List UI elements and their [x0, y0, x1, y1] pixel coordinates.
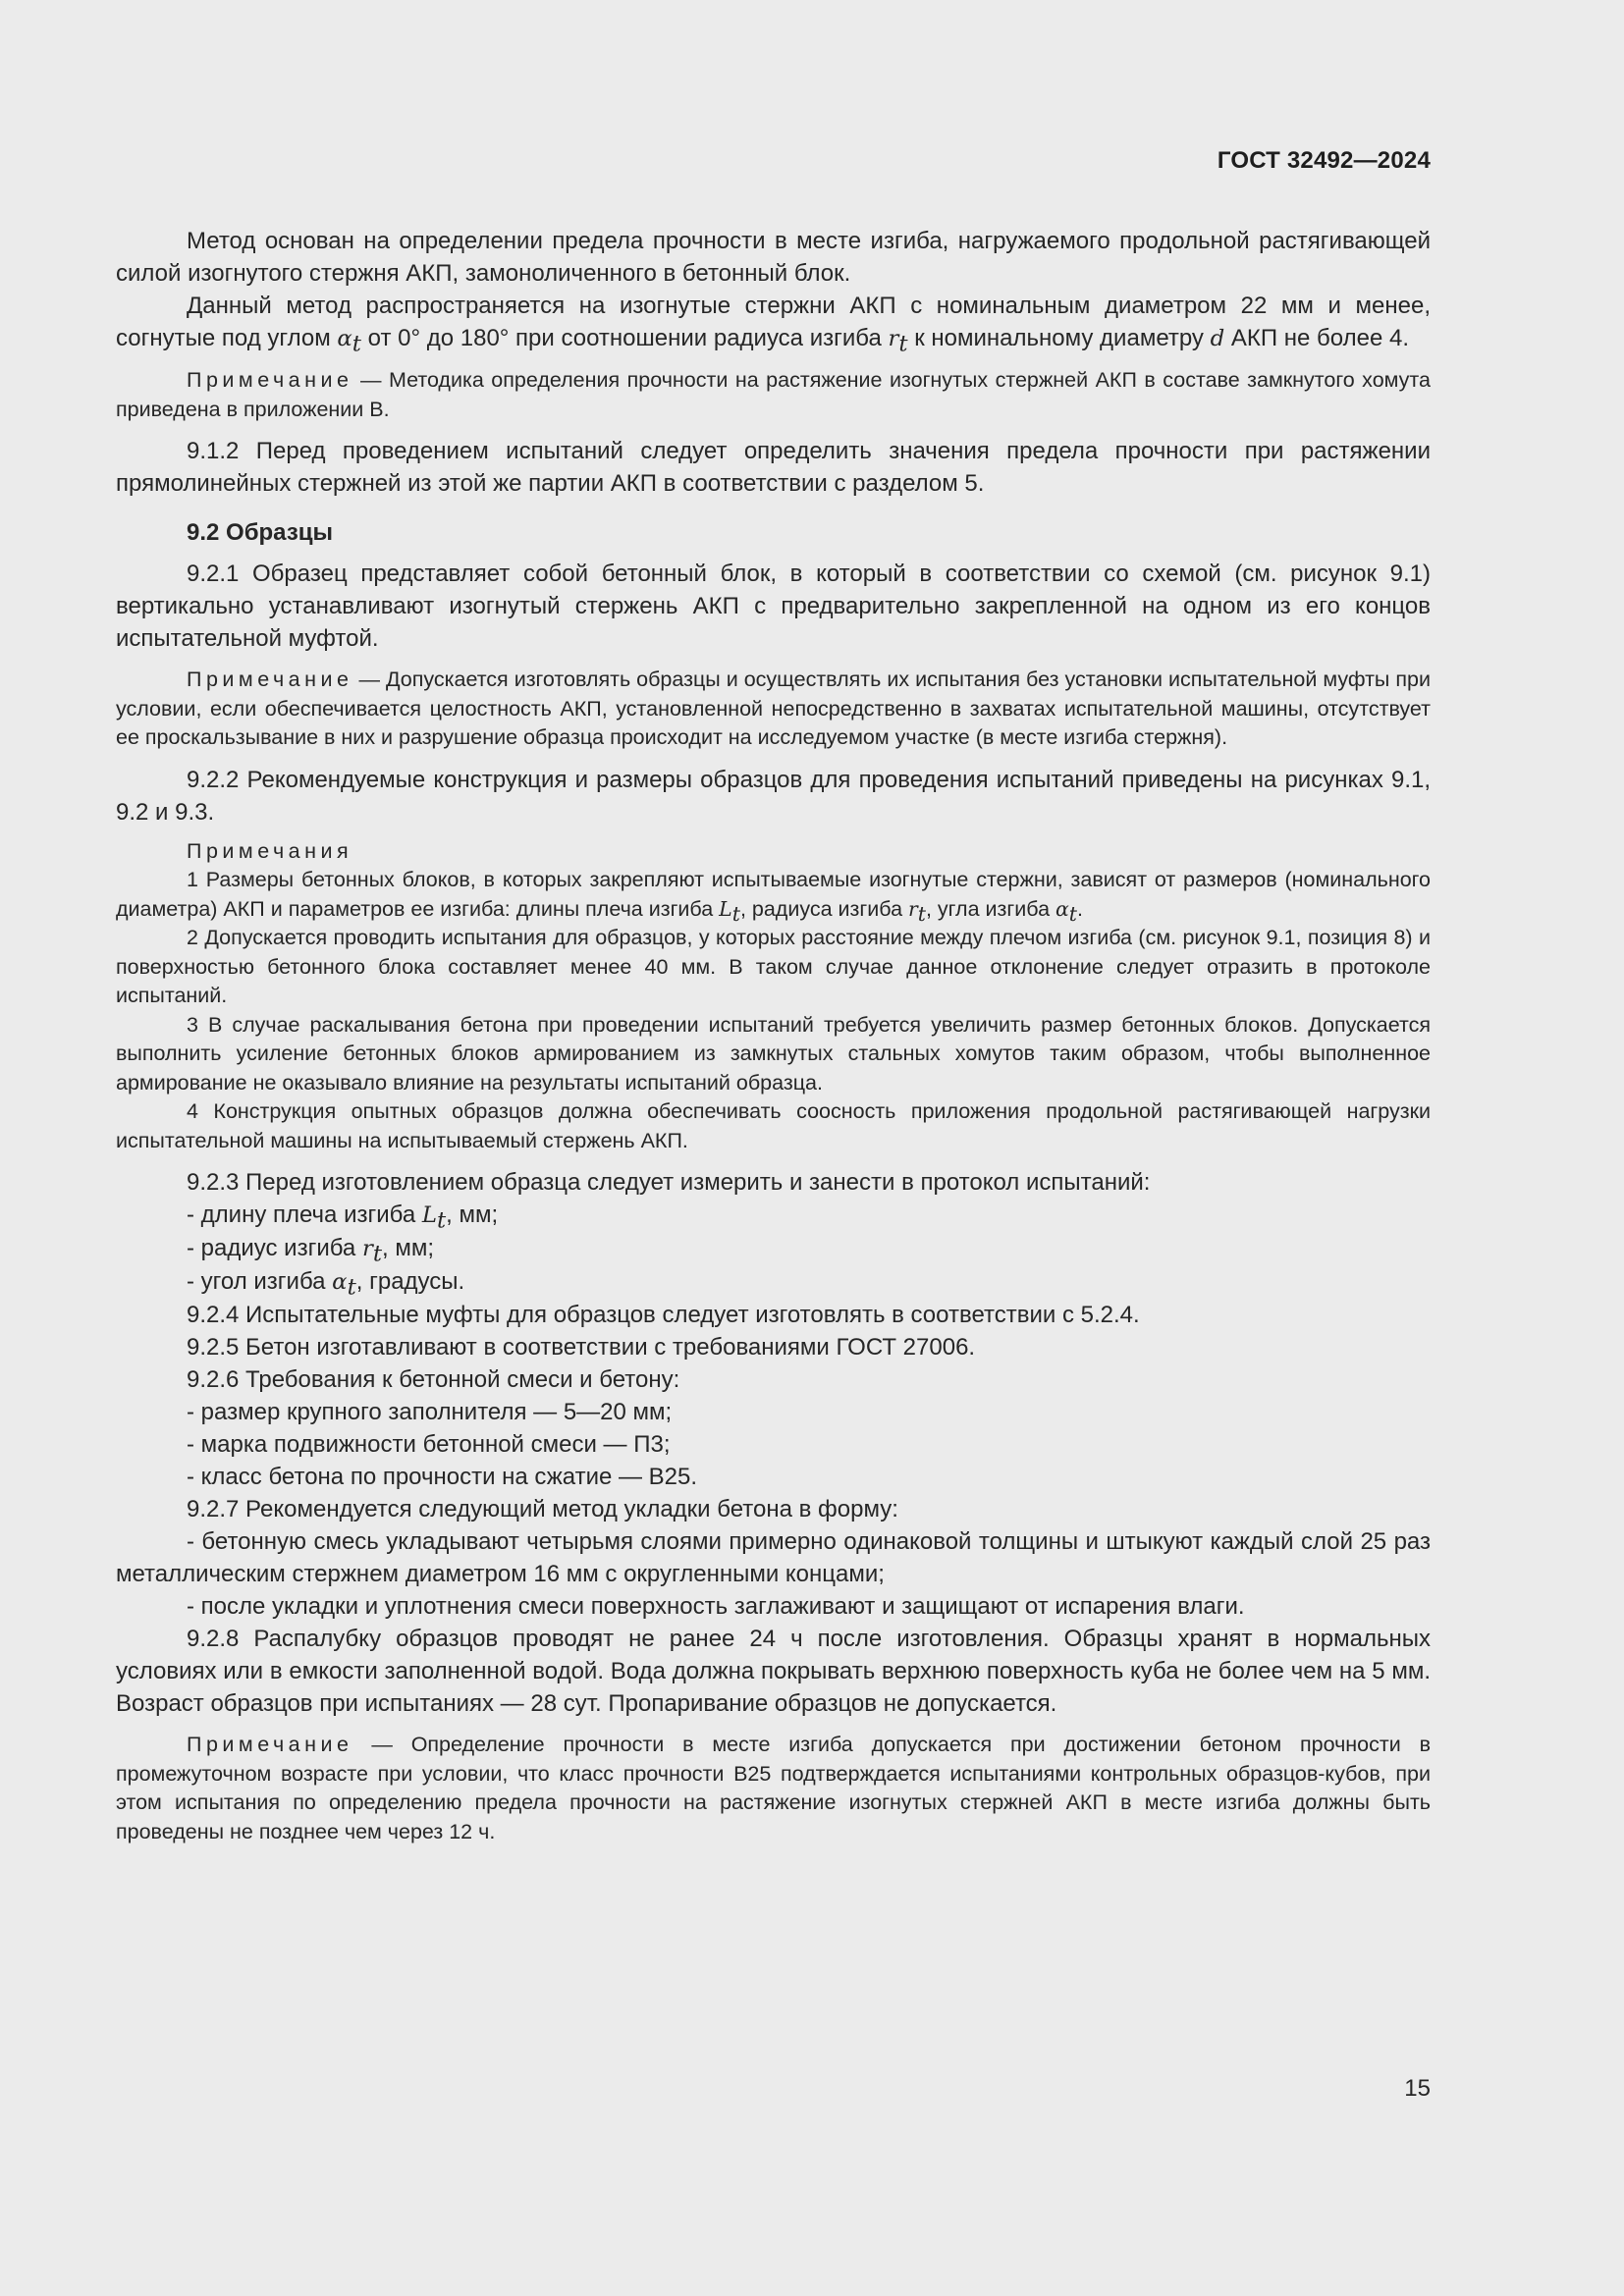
clause-9-2-6: 9.2.6 Требования к бетонной смеси и бетону:: [187, 1366, 680, 1393]
list-item: - угол изгиба $\alpha_t$, градусы.: [187, 1268, 465, 1301]
list-item: - длину плеча изгиба $L_t$, мм;: [187, 1201, 499, 1234]
clause-9-2-3: 9.2.3 Перед изготовлением образца следует измерить и занести в протокол испытаний:: [187, 1169, 1151, 1196]
clause-9-2-1: 9.2.1 Образец представляет собой бетонный блок, в который в соответствии со схемой (см. рисунок 9.1) вертикально устанавливают изогнутый стержень АКП с предварительно закрепленной на одном из его концов испытательной муфтой.: [116, 561, 1431, 652]
notes-block: [116, 837, 1431, 1156]
list-item: - после укладки и уплотнения смеси поверхность заглаживают и защищают от испарения влаги.: [187, 1593, 1245, 1620]
list-item: - радиус изгиба $r_t$, мм;: [187, 1235, 435, 1267]
note-without-coupling: Примечание — Допускается изготовлять образцы и осуществлять их испытания без установки испытательной муфты при условии, если обеспечивается целостность АКП, установленной непосредственно в захватах испытательной машины, отсутствует ее проскальзывание в них и разрушение образца происходит на исследуемом участке (в месте изгиба стержня).: [116, 667, 1431, 749]
note-intermediate-age: Примечание — Определение прочности в месте изгиба допускается при достижении бетоном прочности в промежуточном возрасте при условии, что класс прочности В25 подтверждается испытаниями контрольных образцов-кубов, при этом испытания по определению предела прочности на растяжение изогнутых стержней АКП в месте изгиба должны быть проведены не позднее чем через 12 ч.: [116, 1733, 1432, 1843]
list-item: - бетонную смесь укладывают четырьмя слоями примерно одинаковой толщины и штыкуют каждый слой 25 раз металлическим стержнем диаметром 16 мм с округленными концами;: [116, 1528, 1431, 1587]
note-item-1: 1 Размеры бетонных блоков, в которых закрепляют испытываемые изогнутые стержни, зависят от размеров (номинального диаметра) АКП и параметров ее изгиба: длины плеча изгиба $L_t$, радиуса изгиба $r_t$, угла изгиба $\alpha_t$.: [116, 868, 1431, 926]
section-heading-9-2: 9.2 Образцы: [187, 519, 334, 546]
note-item-4: 4 Конструкция опытных образцов должна обеспечивать соосность приложения продольной растягивающей нагрузки испытательной машины на испытываемый стержень АКП.: [116, 1099, 1431, 1152]
alpha-symbol: α: [337, 326, 352, 351]
note-item-2: 2 Допускается проводить испытания для образцов, у которых расстояние между плечом изгиба (см. рисунок 9.1, позиция 8) и поверхностью бетонного блока составляет менее 40 мм. В таком случае данное отклонение следует отразить в протоколе испытаний.: [116, 926, 1431, 1007]
note-label: Примечание: [187, 368, 353, 392]
note-item-3: 3 В случае раскалывания бетона при проведении испытаний требуется увеличить размер бетонных блоков. Допускается выполнить усиление бетонных блоков армированием из замкнутых стальных хомутов таким образом, чтобы выполненное армирование не оказывало влияние на результаты испытаний образца.: [116, 1012, 1431, 1095]
clause-9-2-7: 9.2.7 Рекомендуется следующий метод укладки бетона в форму:: [187, 1496, 898, 1522]
list-item: - размер крупного заполнителя — 5—20 мм;: [187, 1399, 673, 1425]
page-content: [116, 225, 1431, 1846]
note-label: Примечание: [187, 667, 353, 691]
clauses-9-2-3-to-9-2-8: [116, 1166, 1431, 1720]
note-label: Примечание: [187, 1733, 353, 1756]
list-item: - марка подвижности бетонной смеси — П3;: [187, 1431, 671, 1458]
clause-9-2-4: 9.2.4 Испытательные муфты для образцов следует изготовлять в соответствии с 5.2.4.: [187, 1302, 1140, 1328]
clause-9-2-5: 9.2.5 Бетон изготавливают в соответствии с требованиями ГОСТ 27006.: [187, 1334, 976, 1361]
page-number: 15: [1404, 2075, 1431, 2102]
notes-label: Примечания: [187, 838, 353, 863]
standard-code-header: ГОСТ 32492—2024: [1217, 147, 1431, 174]
note-annex-reference: Примечание — Методика определения прочности на растяжение изогнутых стержней АКП в составе замкнутого хомута приведена в приложении В.: [116, 368, 1431, 421]
clause-9-2-8: 9.2.8 Распалубку образцов проводят не ранее 24 ч после изготовления. Образцы хранят в нормальных условиях или в емкости заполненной водой. Вода должна покрывать верхнюю поверхность куба не более чем на 5 мм. Возраст образцов при испытаниях — 28 сут. Пропаривание образцов не допускается.: [116, 1626, 1431, 1717]
r-symbol: r: [888, 326, 899, 351]
list-item: - класс бетона по прочности на сжатие — В25.: [187, 1464, 698, 1490]
clause-9-1-2: 9.1.2 Перед проведением испытаний следует определить значения предела прочности при растяжении прямолинейных стержней из этой же партии АКП в соответствии с разделом 5.: [116, 438, 1431, 497]
clause-9-2-2: 9.2.2 Рекомендуемые конструкция и размеры образцов для проведения испытаний приведены на рисунках 9.1, 9.2 и 9.3.: [116, 766, 1431, 826]
d-symbol: d: [1210, 326, 1225, 351]
paragraph-method-basis: Метод основан на определении предела прочности в месте изгиба, нагружаемого продольной растягивающей силой изогнутого стержня АКП, замоноличенного в бетонный блок.: [116, 228, 1431, 287]
paragraph-method-scope: Данный метод распространяется на изогнутые стержни АКП с номинальным диаметром 22 мм и менее, согнутые под углом $\alpha_t$ от 0° до 180° при соотношении радиуса изгиба $r_t$ к номинальному диаметру d АКП не более 4.: [116, 293, 1431, 357]
